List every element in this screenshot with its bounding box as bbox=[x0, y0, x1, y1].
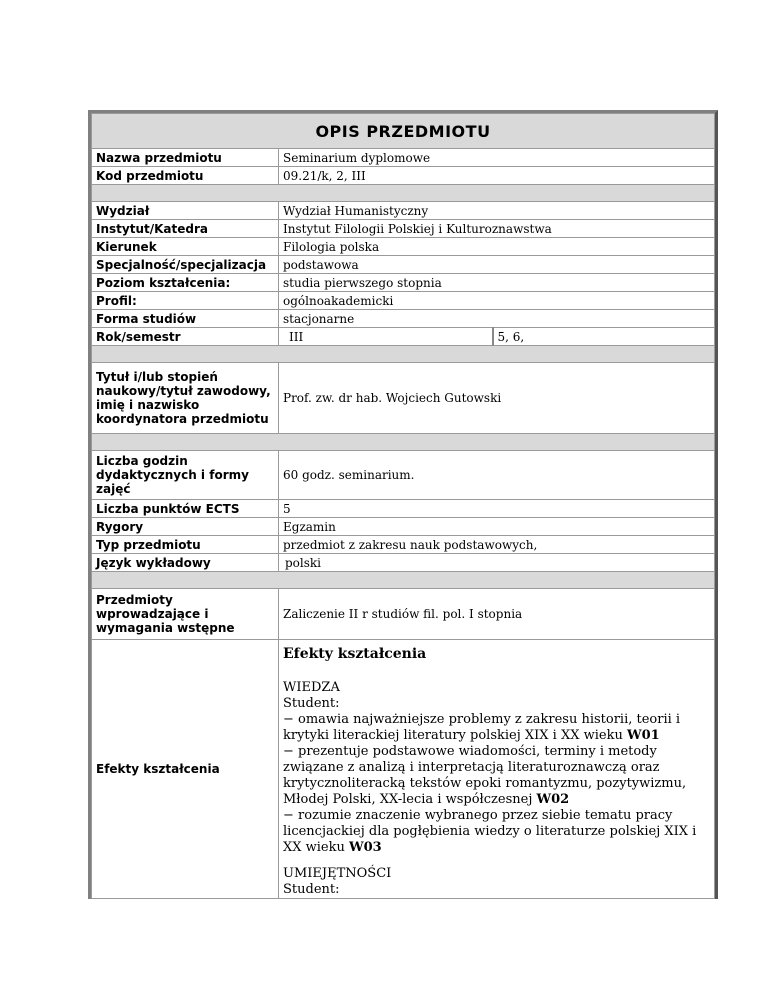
code-w01: W01 bbox=[626, 728, 660, 743]
row-typ bbox=[92, 536, 715, 554]
value-godziny: 60 godz. seminarium. bbox=[279, 451, 715, 500]
label-rok-semestr: Rok/semestr bbox=[92, 328, 279, 346]
value-forma: stacjonarne bbox=[279, 310, 715, 328]
row-specjalnosc bbox=[92, 256, 715, 274]
label-wymagania: Przedmioty wprowadzające i wymagania wstępne bbox=[92, 589, 279, 640]
value-rok: III bbox=[279, 328, 493, 346]
label-nazwa: Nazwa przedmiotu bbox=[92, 149, 279, 167]
label-typ: Typ przedmiotu bbox=[92, 536, 279, 554]
spacer bbox=[283, 856, 710, 866]
separator bbox=[92, 185, 715, 202]
label-efekty: Efekty kształcenia bbox=[92, 640, 279, 899]
separator bbox=[92, 346, 715, 363]
label-rygory: Rygory bbox=[92, 518, 279, 536]
value-ects: 5 bbox=[279, 500, 715, 518]
umiejetnosci-student: Student: bbox=[283, 882, 340, 897]
course-table bbox=[91, 113, 715, 899]
row-forma bbox=[92, 310, 715, 328]
row-instytut bbox=[92, 220, 715, 238]
label-kod: Kod przedmiotu bbox=[92, 167, 279, 185]
course-description-document bbox=[88, 110, 718, 899]
page-title: OPIS PRZEDMIOTU bbox=[92, 114, 715, 149]
value-specjalnosc: podstawowa bbox=[279, 256, 715, 274]
value-koordynator: Prof. zw. dr hab. Wojciech Gutowski bbox=[279, 363, 715, 434]
value-rygory: Egzamin bbox=[279, 518, 715, 536]
row-poziom bbox=[92, 274, 715, 292]
label-specjalnosc: Specjalność/specjalizacja bbox=[92, 256, 279, 274]
row-rok-semestr bbox=[92, 328, 715, 346]
wiedza-title: WIEDZA bbox=[283, 680, 340, 695]
value-wymagania: Zaliczenie II r studiów fil. pol. I stopnia bbox=[279, 589, 715, 640]
outcome-w03: − rozumie znaczenie wybranego przez siebie tematu pracy licencjackiej dla pogłębienia wiedzy o literaturze polskiej XIX i XX wieku W03 bbox=[283, 808, 697, 855]
row-wydzial bbox=[92, 202, 715, 220]
label-godziny: Liczba godzin dydaktycznych i formy zajęć bbox=[92, 451, 279, 500]
label-forma: Forma studiów bbox=[92, 310, 279, 328]
label-poziom: Poziom kształcenia: bbox=[92, 274, 279, 292]
value-profil: ogólnoakademicki bbox=[279, 292, 715, 310]
value-typ: przedmiot z zakresu nauk podstawowych, bbox=[279, 536, 715, 554]
label-koordynator: Tytuł i/lub stopień naukowy/tytuł zawodowy, imię i nazwisko koordynatora przedmiotu bbox=[92, 363, 279, 434]
row-koordynator bbox=[92, 363, 715, 434]
row-ects bbox=[92, 500, 715, 518]
label-profil: Profil: bbox=[92, 292, 279, 310]
label-wydzial: Wydział bbox=[92, 202, 279, 220]
separator bbox=[92, 434, 715, 451]
efekty-content bbox=[279, 640, 715, 899]
row-kierunek bbox=[92, 238, 715, 256]
value-semestr: 5, 6, bbox=[493, 328, 715, 346]
wiedza-student: Student: bbox=[283, 696, 340, 711]
value-kierunek: Filologia polska bbox=[279, 238, 715, 256]
label-ects: Liczba punktów ECTS bbox=[92, 500, 279, 518]
row-nazwa bbox=[92, 149, 715, 167]
row-godziny bbox=[92, 451, 715, 500]
label-instytut: Instytut/Katedra bbox=[92, 220, 279, 238]
label-kierunek: Kierunek bbox=[92, 238, 279, 256]
row-rygory bbox=[92, 518, 715, 536]
code-w02: W02 bbox=[536, 792, 570, 807]
row-efekty bbox=[92, 640, 715, 899]
umiejetnosci-title: UMIEJĘTNOŚCI bbox=[283, 866, 392, 881]
value-kod: 09.21/k, 2, III bbox=[279, 167, 715, 185]
outcome-w02: − prezentuje podstawowe wiadomości, terminy i metody związane z analizą i interpretacją literaturoznawczą oraz krytycznoliteracką tekstów epoki romantyzmu, pozytywizmu, Młodej Polski, XX-lecia i współczesnej W02 bbox=[283, 744, 687, 807]
value-wydzial: Wydział Humanistyczny bbox=[279, 202, 715, 220]
value-jezyk: polski bbox=[279, 554, 715, 572]
value-nazwa: Seminarium dyplomowe bbox=[279, 149, 715, 167]
row-jezyk bbox=[92, 554, 715, 572]
row-kod bbox=[92, 167, 715, 185]
separator bbox=[92, 572, 715, 589]
code-w03: W03 bbox=[349, 840, 382, 855]
row-wymagania bbox=[92, 589, 715, 640]
label-jezyk: Język wykładowy bbox=[92, 554, 279, 572]
row-profil bbox=[92, 292, 715, 310]
value-instytut: Instytut Filologii Polskiej i Kulturoznawstwa bbox=[279, 220, 715, 238]
value-poziom: studia pierwszego stopnia bbox=[279, 274, 715, 292]
efekty-heading: Efekty kształcenia bbox=[283, 646, 427, 662]
outcome-w01: − omawia najważniejsze problemy z zakresu historii, teorii i krytyki literackiej literatury polskiej XIX i XX wieku W01 bbox=[283, 712, 681, 743]
